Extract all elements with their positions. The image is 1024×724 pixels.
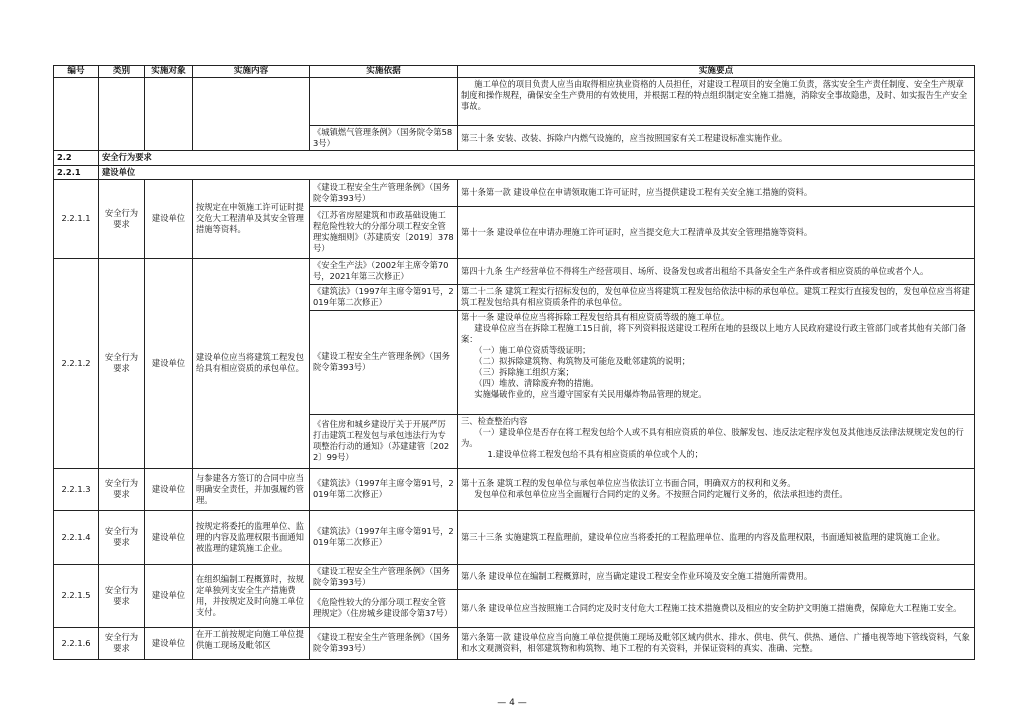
- table-row: [54, 564, 975, 589]
- points-cell: 施工单位的项目负责人应当由取得相应执业资格的人员担任，对建设工程项目的安全施工负责，落实安全生产责任制度、安全生产规章制度和操作规程，确保安全生产费用的有效使用，并根据工程的特点组织制定安全施工措施，消除安全事故隐患，及时、如实报告生产安全事故。: [458, 78, 975, 126]
- basis-cell: 《安全生产法》（2002年主席令第70号，2021年第三次修正）: [310, 258, 458, 284]
- header-code: 编号: [54, 66, 99, 78]
- header-basis: 实施依据: [310, 66, 458, 78]
- item-content: 建设单位应当将建筑工程发包给具有相应资质的承包单位。: [193, 258, 310, 468]
- points-cell: 第十条第一款 建设单位在申请领取施工许可证时，应当提供建设工程有关安全施工措施的资料。: [458, 179, 975, 206]
- basis-cell: 《建筑法》（1997年主席令第91号，2019年第二次修正）: [310, 284, 458, 310]
- basis-cell: 《建筑法》（1997年主席令第91号，2019年第二次修正）: [310, 468, 458, 510]
- basis-cell: 《江苏省房屋建筑和市政基础设施工程危险性较大的分部分项工程安全管理实施细则》（苏建质安〔2019〕378号）: [310, 206, 458, 258]
- table-row: [54, 179, 975, 206]
- item-content: 在组织编制工程概算时，按规定单独列支安全生产措施费用，并按规定及时向施工单位支付。: [193, 564, 310, 627]
- basis-cell: 《建设工程安全生产管理条例》（国务院令第393号）: [310, 179, 458, 206]
- section-row: [54, 151, 975, 165]
- basis-cell: 《建设工程安全生产管理条例》（国务院令第393号）: [310, 310, 458, 414]
- page-number: — 4 —: [497, 698, 527, 708]
- item-content: 按规定在申领施工许可证时提交危大工程清单及其安全管理措施等资料。: [193, 179, 310, 258]
- regulation-table: [53, 65, 975, 660]
- table-row: [54, 627, 975, 659]
- section-number: 2.2: [54, 151, 99, 165]
- table-row: [54, 468, 975, 510]
- section-title: 安全行为要求: [99, 151, 975, 165]
- item-code: 2.2.1.4: [54, 510, 99, 564]
- basis-cell: 《城镇燃气管理条例》（国务院令第583号）: [310, 126, 458, 151]
- points-cell: 三、检查整治内容 （一）建设单位是否存在将工程发包给个人或不具有相应资质的单位、肢解发包、违反法定程序发包及其他违反法律法规规定发包的行为。 1.建设单位将工程发包给不具有相应资质的单位或个人的；: [458, 414, 975, 468]
- subsection-row: [54, 165, 975, 179]
- item-target: 建设单位: [145, 468, 193, 510]
- item-code: 2.2.1.3: [54, 468, 99, 510]
- header-content: 实施内容: [193, 66, 310, 78]
- header-target: 实施对象: [145, 66, 193, 78]
- basis-cell: 《建设工程安全生产管理条例》（国务院令第393号）: [310, 627, 458, 659]
- table-row: [54, 510, 975, 564]
- header-points: 实施要点: [458, 66, 975, 78]
- table-row: [54, 78, 975, 126]
- points-cell: 第八条 建设单位应当按照施工合同约定及时支付危大工程施工技术措施费以及相应的安全防护文明施工措施费，保障危大工程施工安全。: [458, 589, 975, 627]
- points-cell: 第二十二条 建筑工程实行招标发包的，发包单位应当将建筑工程发包给依法中标的承包单位。建筑工程实行直接发包的，发包单位应当将建筑工程发包给具有相应资质条件的承包单位。: [458, 284, 975, 310]
- item-category: 安全行为要求: [99, 564, 145, 627]
- points-cell: 第十一条 建设单位应当将拆除工程发包给具有相应资质等级的施工单位。 建设单位应当在拆除工程施工15日前，将下列资料报送建设工程所在地的县级以上地方人民政府建设行政主管部门或者其他有关部门备案： （一）施工单位资质等级证明； （二）拟拆除建筑物、构筑物及可能危及毗邻建筑的说明； （三）拆除施工组织方案； （四）堆放、清除废弃物的措施。 实施爆破作业的，应当遵守国家有关民用爆炸物品管理的规定。: [458, 310, 975, 414]
- item-content: 在开工前按规定向施工单位提供施工现场及毗邻区: [193, 627, 310, 659]
- item-code: 2.2.1.2: [54, 258, 99, 468]
- points-cell: 第三十三条 实施建筑工程监理前，建设单位应当将委托的工程监理单位、监理的内容及监理权限，书面通知被监理的建筑施工企业。: [458, 510, 975, 564]
- points-cell: 第三十条 安装、改装、拆除户内燃气设施的，应当按照国家有关工程建设标准实施作业。: [458, 126, 975, 151]
- points-cell: 第六条第一款 建设单位应当向施工单位提供施工现场及毗邻区域内供水、排水、供电、供气、供热、通信、广播电视等地下管线资料，气象和水文观测资料，相邻建筑物和构筑物、地下工程的有关资料，并保证资料的真实、准确、完整。: [458, 627, 975, 659]
- item-target: 建设单位: [145, 179, 193, 258]
- basis-cell: 《省住房和城乡建设厅关于开展严厉打击建筑工程发包与承包违法行为专项整治行动的通知》（苏建建管〔2022〕99号）: [310, 414, 458, 468]
- item-category: 安全行为要求: [99, 179, 145, 258]
- table-header-row: [54, 66, 975, 78]
- basis-cell: 《危险性较大的分部分项工程安全管理规定》（住房城乡建设部令第37号）: [310, 589, 458, 627]
- points-cell: 第十一条 建设单位在申请办理施工许可证时，应当提交危大工程清单及其安全管理措施等资料。: [458, 206, 975, 258]
- subsection-number: 2.2.1: [54, 165, 99, 179]
- item-target: 建设单位: [145, 627, 193, 659]
- item-content: 按规定将委托的监理单位、监理的内容及监理权限书面通知被监理的建筑施工企业。: [193, 510, 310, 564]
- basis-cell: 《建设工程安全生产管理条例》（国务院令第393号）: [310, 564, 458, 589]
- points-cell: 第十五条 建筑工程的发包单位与承包单位应当依法订立书面合同，明确双方的权利和义务。 发包单位和承包单位应当全面履行合同约定的义务。不按照合同约定履行义务的，依法承担违约责任。: [458, 468, 975, 510]
- header-category: 类别: [99, 66, 145, 78]
- subsection-title: 建设单位: [99, 165, 975, 179]
- points-cell: 第八条 建设单位在编制工程概算时，应当确定建设工程安全作业环境及安全施工措施所需费用。: [458, 564, 975, 589]
- basis-cell: 《建筑法》（1997年主席令第91号，2019年第二次修正）: [310, 510, 458, 564]
- item-category: 安全行为要求: [99, 258, 145, 468]
- item-code: 2.2.1.6: [54, 627, 99, 659]
- item-code: 2.2.1.1: [54, 179, 99, 258]
- item-code: 2.2.1.5: [54, 564, 99, 627]
- item-target: 建设单位: [145, 258, 193, 468]
- points-cell: 第四十九条 生产经营单位不得将生产经营项目、场所、设备发包或者出租给不具备安全生产条件或者相应资质的单位或者个人。: [458, 258, 975, 284]
- item-category: 安全行为要求: [99, 627, 145, 659]
- item-target: 建设单位: [145, 510, 193, 564]
- item-content: 与参建各方签订的合同中应当明确安全责任，并加强履约管理。: [193, 468, 310, 510]
- table-row: [54, 258, 975, 284]
- item-target: 建设单位: [145, 564, 193, 627]
- item-category: 安全行为要求: [99, 468, 145, 510]
- item-category: 安全行为要求: [99, 510, 145, 564]
